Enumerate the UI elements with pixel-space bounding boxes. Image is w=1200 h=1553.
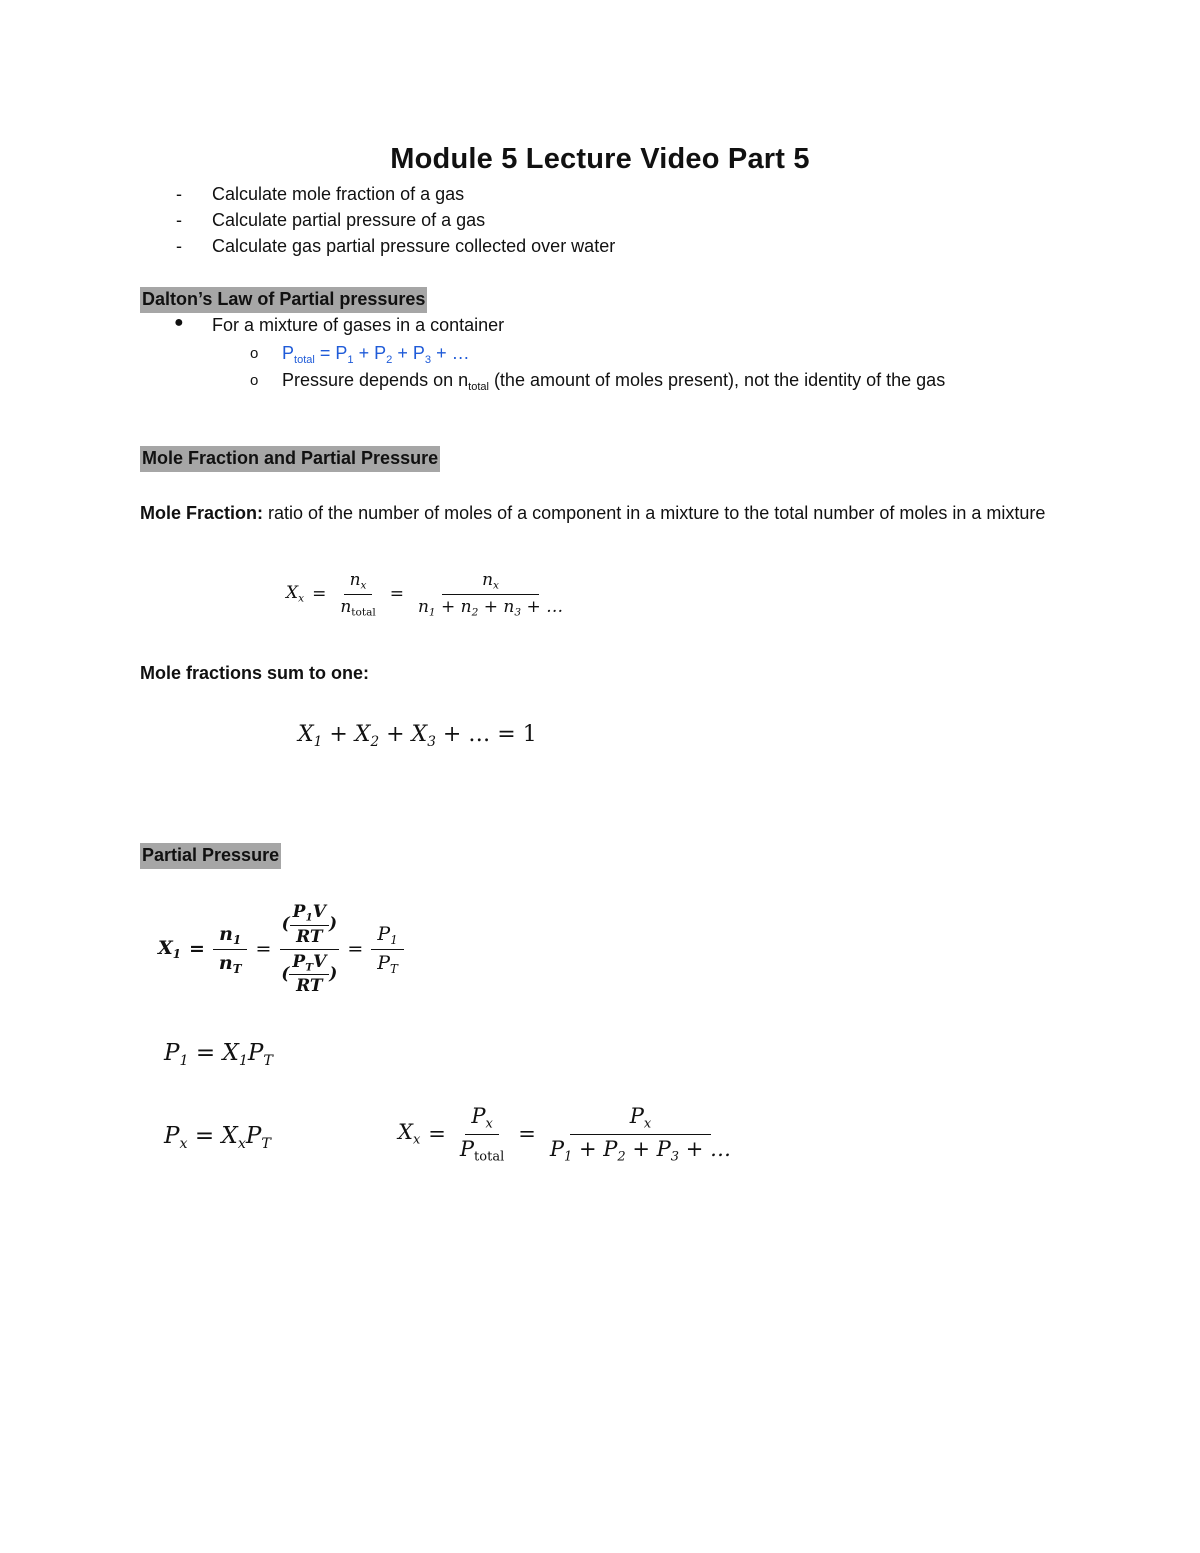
sum-label: Mole fractions sum to one:: [140, 663, 370, 683]
list-bullet: -: [176, 236, 182, 256]
sum-equation: $X_1 + X_2 + X_3$ + … = 1: [298, 722, 537, 750]
pressure-depends-b: (the amount of moles present), not the identity of the gas: [488, 370, 946, 390]
px-equation: $P_x = X_xP_T$: [164, 1123, 271, 1152]
sub-bullet: o: [250, 372, 259, 389]
definition-text: ratio of the number of moles of a component in a mixture to the total number of moles in a mixture: [263, 503, 1046, 523]
list-bullet: -: [176, 210, 182, 230]
list-bullet: -: [176, 184, 182, 204]
ntotal-subscript: total: [468, 381, 489, 393]
p1-equation: $P_1 = X_1P_T$: [164, 1040, 273, 1069]
partial-pressure-derivation: $X_1$ = $\frac{n_1}{n_T}$ = ( $\frac{P_1V}{RT}$ ) ( $\frac{P_TV}{RT}$ ) = $\frac{P_1}{P_T}$: [158, 902, 404, 996]
pressure-depends-a: Pressure depends on n: [282, 370, 469, 390]
mole-fraction-definition: [140, 500, 1050, 526]
ptotal-rhs: = $P_1 + P_2 + P_3$ + …: [314, 343, 470, 366]
sub-bullet: o: [250, 345, 259, 362]
ptotal-subscript: total: [294, 354, 315, 366]
section-heading-mole-fraction: Mole Fraction and Partial Pressure: [140, 446, 440, 472]
section-heading-partial-pressure: Partial Pressure: [140, 843, 281, 869]
section-heading-dalton: Dalton’s Law of Partial pressures: [140, 287, 427, 313]
pressure-depends-text: [282, 367, 945, 396]
xx-partial-equation: $X_x$ = $\frac{P_x}{P_{total}}$ = $\frac{P_x}{P_1 + P_2 + P_3 + \dots}$: [398, 1104, 731, 1165]
definition-label: Mole Fraction:: [140, 503, 264, 523]
objective-item: Calculate mole fraction of a gas: [212, 184, 465, 204]
list-bullet: ●: [174, 314, 184, 331]
ptotal-equation: $P_{total} = P_1 + P_2 + P_3$ + …: [282, 343, 470, 366]
objective-item: Calculate gas partial pressure collected over water: [212, 236, 616, 256]
page-title: Module 5 Lecture Video Part 5: [390, 143, 810, 175]
dalton-bullet-text: For a mixture of gases in a container: [212, 315, 505, 335]
objective-item: Calculate partial pressure of a gas: [212, 210, 486, 230]
mole-fraction-equation: $X_x$ = $\frac{n_x}{n_{total}}$ = $\frac{n_x}{n_1 + n_2 + n_3 + \dots}$: [286, 570, 564, 619]
